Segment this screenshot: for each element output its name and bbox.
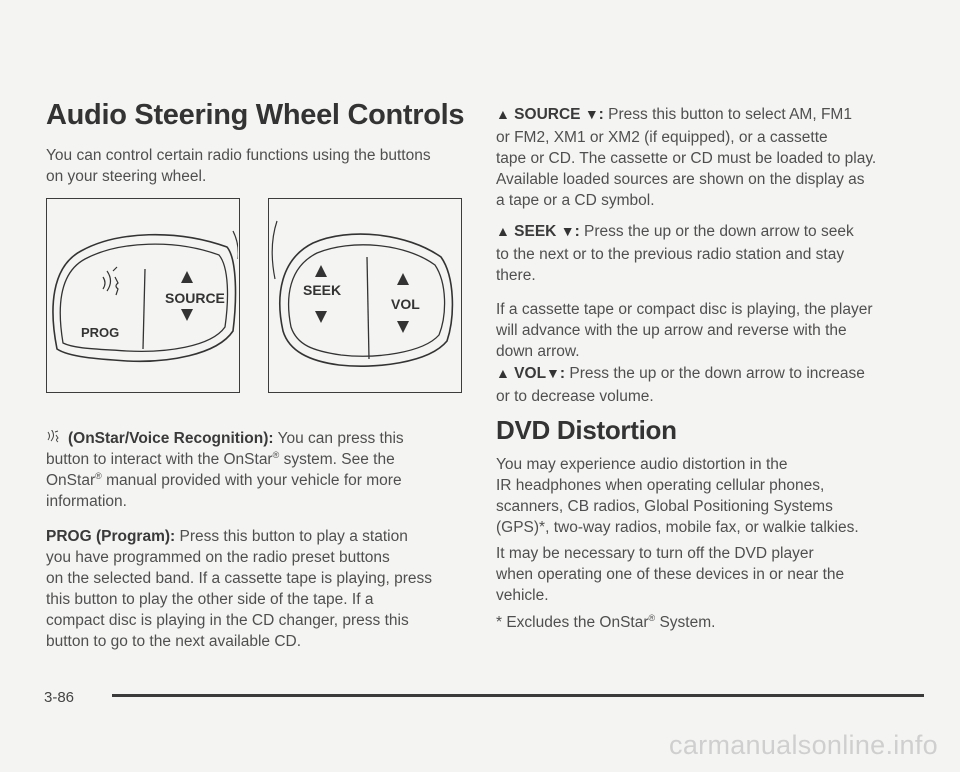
prog-line-4: this button to play the other side of the tape. If a bbox=[46, 591, 374, 608]
dvd-para1-line-4: (GPS)*, two-way radios, mobile fax, or walkie talkies. bbox=[496, 519, 859, 536]
seek-para2-line-1: If a cassette tape or compact disc is playing, the player bbox=[496, 301, 873, 318]
footnote-text-b: System. bbox=[659, 614, 716, 631]
source-line-1 bbox=[496, 104, 926, 125]
colon: : bbox=[559, 365, 566, 382]
seek-down-arrow-icon bbox=[315, 311, 327, 323]
watermark: carmanualsonline.info bbox=[669, 730, 938, 760]
seek-up-arrow-icon bbox=[315, 265, 327, 277]
vol-text-1: Press the up or the down arrow to increase bbox=[569, 365, 865, 382]
down-triangle-icon: ▼ bbox=[584, 106, 599, 122]
dvd-para2-line-2: when operating one of these devices in or near the bbox=[496, 566, 845, 583]
illustration-seek-vol bbox=[268, 198, 462, 393]
seek-line-2: to the next or to the previous radio station and stay bbox=[496, 246, 845, 263]
prog-line-2: you have programmed on the radio preset buttons bbox=[46, 549, 390, 566]
source-line-3: tape or CD. The cassette or CD must be loaded to play. bbox=[496, 150, 877, 167]
registered-mark: ® bbox=[648, 612, 656, 623]
prog-button-label: PROG bbox=[81, 325, 120, 340]
seek-para2-line-3: down arrow. bbox=[496, 343, 580, 360]
vol-heading: VOL bbox=[514, 365, 547, 382]
onstar-line-3 bbox=[46, 470, 466, 491]
section-title-audio-controls: Audio Steering Wheel Controls bbox=[46, 99, 465, 131]
onstar-line-4: information. bbox=[46, 493, 127, 510]
colon: : bbox=[574, 223, 580, 240]
down-triangle-icon: ▼ bbox=[546, 365, 560, 381]
vol-line-1 bbox=[496, 363, 926, 384]
up-triangle-icon: ▲ bbox=[496, 106, 510, 122]
prog-line-1 bbox=[46, 526, 466, 547]
up-triangle-icon: ▲ bbox=[496, 365, 510, 381]
onstar-text-3a: OnStar bbox=[46, 472, 96, 489]
onstar-line-2 bbox=[46, 449, 466, 470]
dvd-para2-line-1: It may be necessary to turn off the DVD player bbox=[496, 545, 814, 562]
vol-down-arrow-icon bbox=[397, 321, 409, 333]
down-arrow-icon bbox=[181, 309, 193, 321]
onstar-text-1: You can press this bbox=[277, 430, 404, 447]
dvd-para1-line-2: IR headphones when operating cellular phones, bbox=[496, 477, 825, 494]
onstar-line-1 bbox=[46, 428, 466, 449]
seek-heading: SEEK bbox=[514, 223, 557, 240]
seek-line-3: there. bbox=[496, 267, 536, 284]
source-line-4: Available loaded sources are shown on the display as bbox=[496, 171, 865, 188]
colon: : bbox=[598, 106, 604, 123]
registered-mark: ® bbox=[272, 449, 280, 460]
seek-para2-line-2: will advance with the up arrow and reverse with the bbox=[496, 322, 847, 339]
registered-mark: ® bbox=[95, 470, 102, 481]
prog-line-3: on the selected band. If a cassette tape is playing, press bbox=[46, 570, 433, 587]
prog-text-1: Press this button to play a station bbox=[179, 528, 408, 545]
vol-line-2: or to decrease volume. bbox=[496, 388, 654, 405]
source-line-2: or FM2, XM1 or XM2 (if equipped), or a cassette bbox=[496, 129, 828, 146]
illustration-source-prog bbox=[46, 198, 240, 393]
onstar-text-3b: manual provided with your vehicle for more bbox=[106, 472, 402, 489]
intro-line-1: You can control certain radio functions using the buttons bbox=[46, 147, 431, 164]
vol-up-arrow-icon bbox=[397, 273, 409, 285]
voice-recognition-icon bbox=[46, 430, 62, 444]
dvd-para1-line-1: You may experience audio distortion in the bbox=[496, 456, 788, 473]
source-line-5: a tape or a CD symbol. bbox=[496, 192, 655, 209]
intro-line-2: on your steering wheel. bbox=[46, 168, 207, 185]
down-triangle-icon: ▼ bbox=[560, 223, 575, 239]
seek-line-1 bbox=[496, 221, 926, 242]
page-number: 3-86 bbox=[44, 689, 75, 706]
footer-rule bbox=[112, 694, 924, 697]
source-text-1: Press this button to select AM, FM1 bbox=[608, 106, 852, 123]
footnote-text-a: * Excludes the OnStar bbox=[496, 614, 649, 631]
up-triangle-icon: ▲ bbox=[496, 223, 510, 239]
prog-line-6: button to go to the next available CD. bbox=[46, 633, 302, 650]
seek-text-1: Press the up or the down arrow to seek bbox=[584, 223, 854, 240]
voice-recognition-icon bbox=[103, 267, 118, 295]
onstar-text-2a: button to interact with the OnStar bbox=[46, 451, 273, 468]
footnote bbox=[496, 612, 715, 633]
dvd-para2-line-3: vehicle. bbox=[496, 587, 549, 604]
section-title-dvd-distortion: DVD Distortion bbox=[496, 415, 677, 445]
vol-button-label: VOL bbox=[391, 296, 420, 312]
prog-line-5: compact disc is playing in the CD changer, press this bbox=[46, 612, 409, 629]
seek-button-label: SEEK bbox=[303, 282, 342, 298]
up-arrow-icon bbox=[181, 271, 193, 283]
prog-heading: PROG (Program): bbox=[46, 528, 176, 545]
dvd-para1-line-3: scanners, CB radios, Global Positioning Systems bbox=[496, 498, 833, 515]
onstar-text-2b: system. See the bbox=[283, 451, 395, 468]
source-button-label: SOURCE bbox=[165, 290, 225, 306]
onstar-heading: (OnStar/Voice Recognition): bbox=[68, 430, 274, 447]
source-heading: SOURCE bbox=[514, 106, 581, 123]
